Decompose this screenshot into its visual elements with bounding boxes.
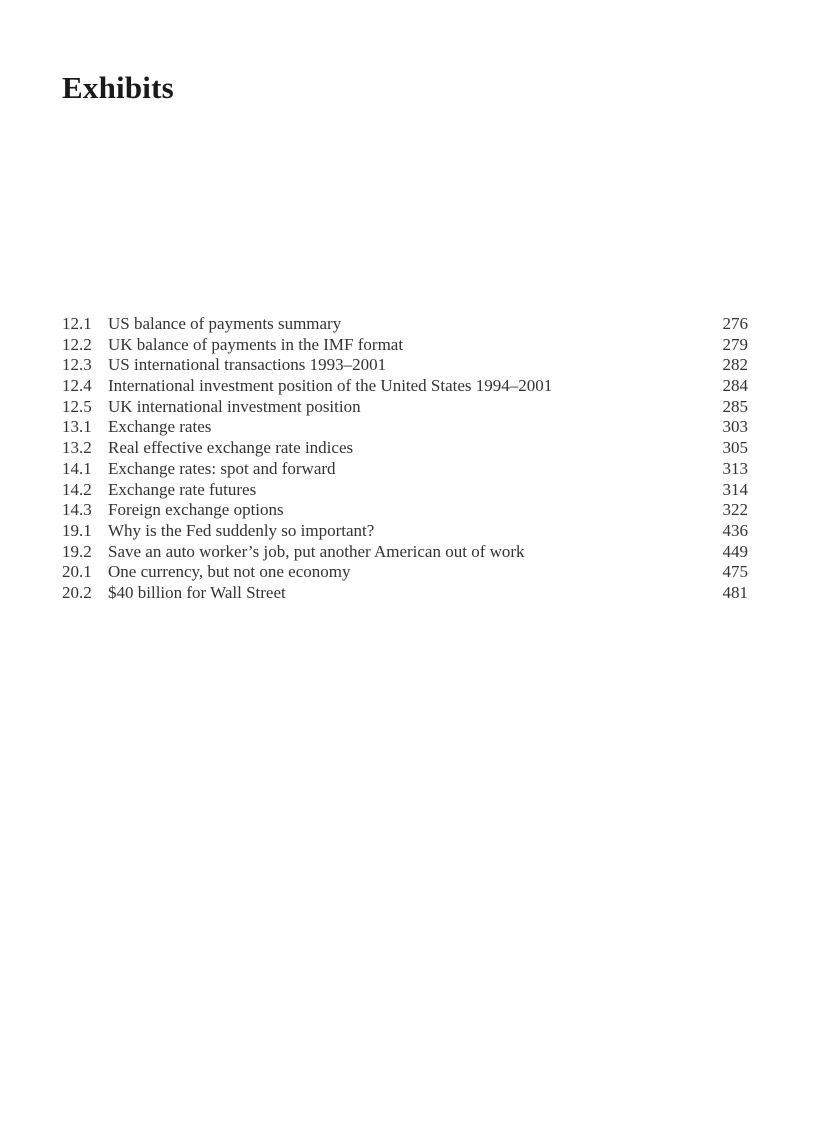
exhibit-title: International investment position of the United States 1994–2001: [108, 376, 553, 396]
exhibit-page-number: 314: [722, 479, 748, 499]
exhibit-title: Real effective exchange rate indices: [108, 438, 354, 458]
exhibit-page-number: 285: [722, 396, 748, 416]
exhibit-title: US international transactions 1993–2001: [108, 355, 387, 375]
exhibit-page-number: 322: [722, 500, 748, 520]
exhibit-row: [62, 542, 750, 563]
exhibit-number: 19.2: [62, 541, 92, 561]
exhibit-title: Exchange rates: [108, 417, 212, 437]
exhibit-page-number: 284: [722, 376, 748, 396]
exhibit-row: [62, 459, 750, 480]
exhibit-number: 12.5: [62, 396, 92, 416]
exhibit-page-number: 436: [722, 520, 748, 540]
exhibit-page-number: 305: [722, 438, 748, 458]
exhibit-row: [62, 500, 750, 521]
exhibit-row: [62, 583, 750, 604]
exhibit-page-number: 303: [722, 417, 748, 437]
exhibit-title: Exchange rates: spot and forward: [108, 458, 336, 478]
exhibit-page-number: 449: [722, 541, 748, 561]
exhibit-page-number: 481: [722, 582, 748, 602]
exhibit-title: UK international investment position: [108, 396, 361, 416]
exhibit-title: Exchange rate futures: [108, 479, 257, 499]
exhibit-title: Foreign exchange options: [108, 500, 284, 520]
exhibit-row: [62, 417, 750, 438]
exhibit-title: Why is the Fed suddenly so important?: [108, 520, 375, 540]
exhibit-page-number: 475: [722, 562, 748, 582]
exhibit-row: [62, 562, 750, 583]
exhibit-row: [62, 335, 750, 356]
exhibit-number: 14.3: [62, 500, 92, 520]
exhibit-title: Save an auto worker’s job, put another American out of work: [108, 541, 525, 561]
exhibit-row: [62, 355, 750, 376]
exhibit-number: 20.1: [62, 562, 92, 582]
exhibit-number: 13.2: [62, 438, 92, 458]
exhibit-page-number: 282: [722, 355, 748, 375]
exhibit-number: 14.2: [62, 479, 92, 499]
exhibit-number: 19.1: [62, 520, 92, 540]
exhibit-number: 20.2: [62, 582, 92, 602]
exhibit-number: 12.2: [62, 334, 92, 354]
exhibit-row: [62, 438, 750, 459]
exhibit-row: [62, 376, 750, 397]
exhibit-number: 13.1: [62, 417, 92, 437]
exhibit-number: 12.4: [62, 376, 92, 396]
exhibit-title: $40 billion for Wall Street: [108, 582, 286, 602]
exhibit-title: UK balance of payments in the IMF format: [108, 334, 404, 354]
exhibit-list: [62, 314, 750, 604]
page-title: Exhibits: [62, 70, 174, 105]
exhibit-row: [62, 480, 750, 501]
exhibit-page-number: 313: [722, 458, 748, 478]
exhibit-row: [62, 521, 750, 542]
exhibit-number: 12.1: [62, 314, 92, 333]
exhibit-page-number: 279: [722, 334, 748, 354]
exhibit-row: [62, 314, 750, 335]
exhibit-row: [62, 397, 750, 418]
exhibit-page-number: 276: [722, 314, 748, 333]
exhibit-number: 14.1: [62, 458, 92, 478]
exhibit-title: One currency, but not one economy: [108, 562, 351, 582]
exhibit-title: US balance of payments summary: [108, 314, 342, 333]
exhibit-number: 12.3: [62, 355, 92, 375]
